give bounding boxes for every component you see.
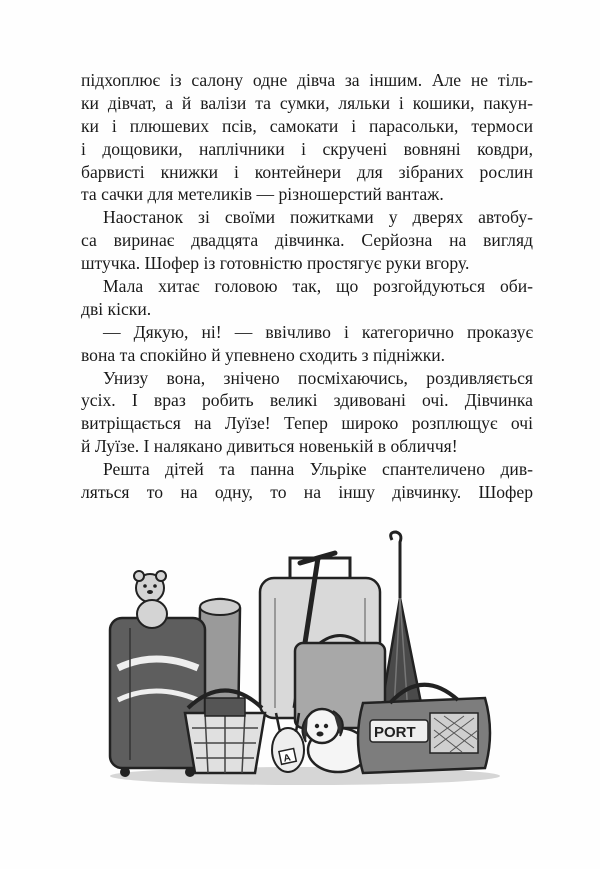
text-line: Мала хитає головою так, що розгойдуються оби- (103, 276, 533, 297)
text-line: — Дякую, ні! — ввічливо і категорично проказує (103, 321, 533, 342)
text-line: і дощовики, наплічники і скручені вовняні ковдри, (81, 138, 533, 159)
text-line: штучка. Шофер із готовністю простягує руки вгору. (81, 253, 470, 274)
text-line: Наостанок зі своїми пожитками у дверях автобу- (103, 207, 533, 228)
text-line: підхоплює із салону одне дівча за іншим. Але не тіль- (81, 70, 533, 90)
text-line: Решта дітей та панна Ульріке спантеличено див- (103, 459, 533, 480)
body-text (81, 69, 533, 504)
tag-label: A (282, 752, 292, 765)
text-line: Унизу вона, знічено посміхаючись, роздивляється (103, 367, 533, 388)
text-line: ки і плюшевих псів, самокати і парасольки, термоси (81, 115, 533, 136)
bag-label: PORT (374, 724, 416, 741)
text-line: та сачки для метеликів — різношерстий вантаж. (81, 184, 444, 205)
text-line: ки дівчат, а й валізи та сумки, ляльки і кошики, пакун- (81, 92, 533, 113)
text-line: дві кіски. (81, 298, 152, 319)
text-line: вона та спокійно й упевнено сходить з підніжки. (81, 344, 446, 365)
text-line: витріщається на Луїзе! Тепер широко розплющує очі (81, 413, 533, 434)
text-line: усіх. І враз робить великі здивовані очі. Дівчинка (81, 390, 533, 411)
luggage-illustration (100, 528, 505, 790)
text-line: са виринає двадцята дівчинка. Серйозна на вигляд (81, 230, 533, 251)
text-line: барвисті книжки і контейнери для зібраних рослин (81, 161, 533, 182)
teddy-bear-icon (134, 571, 167, 628)
basket-icon (185, 691, 265, 774)
text-line: ляться то на одну, то на іншу дівчинку. Шофер (81, 482, 533, 503)
text-line: й Луїзе. І налякано дивиться новенькій в обличчя! (81, 436, 458, 457)
